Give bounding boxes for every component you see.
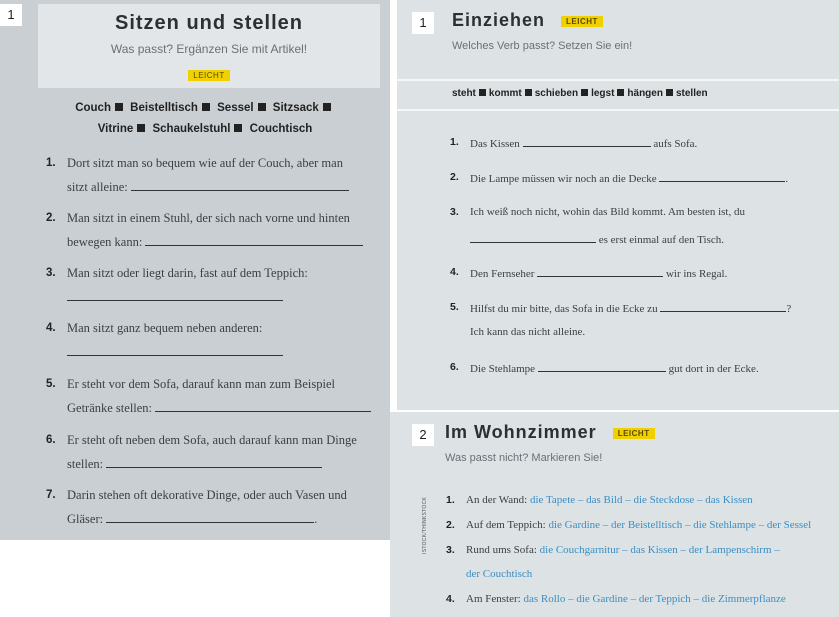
word-bank: steht kommt schieben legst hängen stellen	[397, 79, 839, 111]
options-list[interactable]: die Tapete – das Bild – die Steckdose – das Kissen	[529, 494, 753, 506]
exercise-item-continued	[466, 564, 532, 584]
answer-blank[interactable]	[660, 297, 786, 312]
answer-blank[interactable]	[67, 341, 283, 356]
word: Sessel	[217, 102, 254, 114]
exercise-number: 1	[0, 4, 22, 26]
answer-blank[interactable]	[537, 262, 663, 277]
answer-blank[interactable]	[155, 397, 371, 412]
word: Schaukelstuhl	[152, 123, 231, 135]
level-badge: LEICHT	[561, 16, 603, 27]
word-bank	[40, 102, 370, 114]
photo-credit: ISTOCK/THINKSTOCK	[422, 496, 428, 554]
exercise-number: 2	[412, 424, 434, 446]
word-bank-line-2	[40, 123, 370, 135]
word: Vitrine	[97, 123, 134, 135]
options-list[interactable]: das Rollo – die Gardine – der Teppich – die Zimmerpflanze	[523, 593, 786, 605]
exercise-title: Sitzen und stellen	[114, 12, 304, 34]
exercise-instruction: Welches Verb passt? Setzen Sie ein!	[452, 40, 633, 52]
answer-blank[interactable]	[67, 286, 283, 301]
answer-blank[interactable]	[106, 453, 322, 468]
word: Sitzsack	[272, 102, 319, 114]
options-list[interactable]: die Gardine – der Beistelltisch – die Stehlampe – der Sessel	[548, 519, 812, 531]
answer-blank[interactable]	[131, 176, 349, 191]
exercise-item-continued: es erst einmal auf den Tisch.	[470, 228, 724, 250]
answer-blank[interactable]	[106, 508, 314, 523]
answer-blank[interactable]	[470, 228, 596, 243]
exercise-instruction: Was passt? Ergänzen Sie mit Artikel!	[110, 42, 308, 56]
options-list[interactable]: die Couchgarnitur – das Kissen – der Lampenschirm –	[539, 544, 780, 556]
answer-blank[interactable]	[523, 132, 651, 147]
answer-blank[interactable]	[538, 357, 666, 372]
word: Couchtisch	[249, 123, 313, 135]
exercise-sitzen-und-stellen: 1 Sitzen und stellen Was passt? Ergänzen Sie mit Artikel! LEICHT Couch Beistelltisch Sessel Sitzsack Vitrine Schaukelstuhl Couchtisch 1. Dort sitzt man so bequem wie auf der Couch, aber man sitzt alleine: 2. Man sitzt in einem Stuhl, der sich nach vorne und hinten bewegen kann: 3. Man sitzt oder liegt darin, fast auf dem Teppich: 4. Man sitzt ganz bequem neben anderen: 5. Er steht vor dem Sofa, darauf kann man zum Beispiel Getränke stellen: 6. Er steht oft neben dem Sofa, auch darauf kann man Dinge stellen: 7. Darin stehen oft dekorative Dinge, oder auch Vasen und Gläser: .	[0, 0, 392, 540]
exercise-title: Im Wohnzimmer LEICHT	[445, 422, 655, 443]
exercise-title: Einziehen LEICHT	[452, 10, 603, 31]
exercise-header	[38, 4, 380, 88]
exercise-einziehen: 1 Einziehen LEICHT Welches Verb passt? Setzen Sie ein! steht kommt schieben legst hängen stellen 1. Das Kissen aufs Sofa. 2. Die Lampe müssen wir noch an die Decke . 3. Ich weiß noch nicht, wohin das Bild kommt. Am besten ist, du es erst einmal auf den Tisch. 4. Den Fernseher wir ins Regal. 5. Hilfst du mir bitte, das Sofa in die Ecke zu ? Ich kann das nicht alleine. 6. Die Stehlampe gut dort in der Ecke.	[397, 0, 839, 410]
level-badge: LEICHT	[613, 428, 655, 439]
exercise-instruction: Was passt nicht? Markieren Sie!	[445, 452, 603, 464]
level-badge: LEICHT	[188, 70, 229, 81]
answer-blank[interactable]	[659, 167, 785, 182]
answer-blank[interactable]	[145, 231, 363, 246]
word: Couch	[75, 102, 111, 114]
exercise-im-wohnzimmer: 2 Im Wohnzimmer LEICHT Was passt nicht? Markieren Sie! 1. An der Wand: die Tapete – das Bild – die Steckdose – das Kissen 2. Auf dem Teppich: die Gardine – der Beistelltisch – die Stehlampe – der Sessel 3. Rund ums Sofa: die Couchgarnitur – das Kissen – der Lampenschirm – der Couchtisch 4. Am Fenster: das Rollo – die Gardine – der Teppich – die Zimmerpflanze ISTOCK/THINKSTOCK	[390, 412, 839, 617]
word: Beistelltisch	[130, 102, 198, 114]
exercise-number: 1	[412, 12, 434, 34]
options-list[interactable]: der Couchtisch	[466, 568, 533, 580]
exercise-item-continued: Ich kann das nicht alleine.	[470, 326, 586, 338]
